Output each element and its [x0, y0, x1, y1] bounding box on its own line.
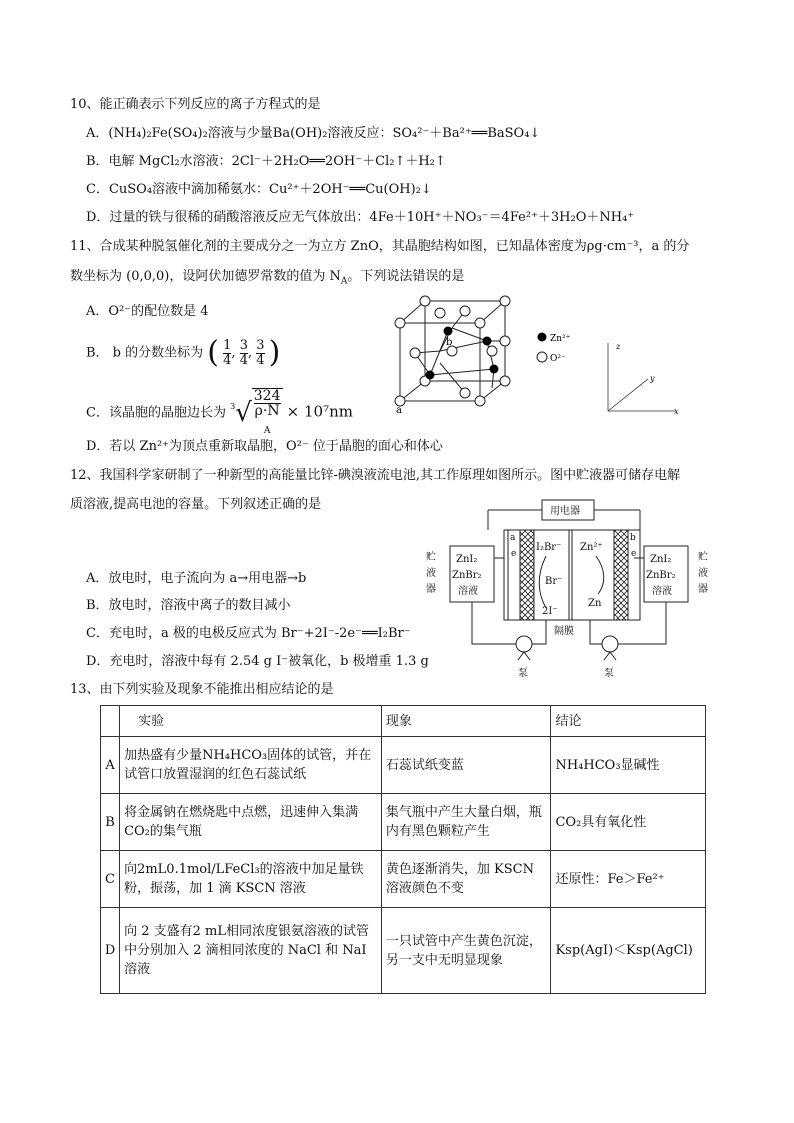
- label-a: a: [396, 405, 402, 415]
- frac-num: 1: [223, 337, 232, 353]
- row-experiment: 向 2 支盛有2 mL相同浓度银氨溶液的试管中分别加入 2 滴相同浓度的 NaCl 和 NaI 溶液: [120, 908, 382, 994]
- axis-x-label: x: [674, 407, 679, 415]
- q10-option-a: A．(NH₄)₂Fe(SO₄)₂溶液与少量Ba(OH)₂溶液反应：SO₄²⁻＋Ba²⁺══BaSO₄↓: [86, 126, 541, 141]
- left-paren: (: [207, 335, 219, 370]
- q11-option-a: A．O²⁻的配位数是 4: [86, 304, 209, 319]
- row-label: C: [101, 851, 120, 908]
- row-conclusion: CO₂具有氧化性: [551, 794, 706, 851]
- q11-option-c-suffix: × 10⁷nm: [286, 402, 353, 421]
- electron-label-right: e: [631, 549, 637, 559]
- root-index: 3: [230, 402, 236, 412]
- q12-option-b: B．放电时，溶液中离子的数目减小: [86, 598, 291, 613]
- membrane-label: 隔膜: [554, 626, 574, 637]
- fraction: [256, 339, 264, 368]
- q11-stem-line2: [70, 268, 464, 291]
- battery-figure: [420, 498, 716, 682]
- row-experiment: 向2mL0.1mol/LFeCl₃的溶液中加足量铁粉，振荡，加 1 滴 KSCN 溶液: [120, 851, 382, 908]
- q11-option-c: [86, 388, 353, 438]
- table-header-row: [101, 706, 706, 737]
- header-phenomenon: 现象: [381, 706, 551, 737]
- left-tank-label: 贮: [426, 552, 436, 563]
- table-row: [101, 737, 706, 794]
- row-label: B: [101, 794, 120, 851]
- q12-stem-line2: 质溶液,提高电池的容量。下列叙述正确的是: [70, 497, 322, 512]
- legend-o: O²⁻: [550, 354, 566, 364]
- q12-option-a: A．放电时，电子流向为 a→用电器→b: [86, 571, 307, 586]
- right-paren: ): [268, 335, 281, 370]
- right-sol-2: ZnBr₂: [646, 570, 676, 581]
- q12-option-c: C．充电时，a 极的电极反应式为 Br⁻+2I⁻-2e⁻══I₂Br⁻: [86, 626, 411, 641]
- header-experiment: 实验: [120, 706, 382, 737]
- axis-z-label: z: [616, 342, 621, 351]
- left-sol-3: 溶液: [458, 586, 478, 597]
- radicand-num: 324: [253, 388, 281, 404]
- q11-option-c-prefix: C．该晶胞的晶胞边长为: [86, 405, 226, 421]
- row-conclusion: NH₄HCO₃显碱性: [551, 737, 706, 794]
- radical-sign: √: [235, 397, 252, 428]
- q13-table: [100, 705, 706, 994]
- pump-left-label: 泵: [518, 668, 528, 679]
- fraction: [240, 339, 248, 368]
- q10-option-b: B．电解 MgCl₂水溶液：2Cl⁻＋2H₂O══2OH⁻＋Cl₂↑＋H₂↑: [86, 154, 446, 169]
- row-label: D: [101, 908, 120, 994]
- right-tank-label: 贮: [698, 552, 708, 563]
- frac-den: 4: [239, 352, 248, 368]
- table-row: [101, 908, 706, 994]
- species-br: Br⁻: [545, 576, 563, 587]
- row-conclusion: 还原性：Fe＞Fe²⁺: [551, 851, 706, 908]
- row-experiment: 将金属钠在燃烧匙中点燃，迅速伸入集满CO₂的集气瓶: [120, 794, 382, 851]
- q12-option-d: D．充电时，溶液中每有 2.54 g I⁻被氧化，b 极增重 1.3 g: [86, 654, 429, 669]
- species-2i: 2I⁻: [542, 606, 558, 617]
- row-experiment: 加热盛有少量NH₄HCO₃固体的试管，并在试管口放置湿润的红色石蕊试纸: [120, 737, 382, 794]
- frac-num: 3: [256, 337, 265, 353]
- q11-option-b: B． b 的分数坐标为 ( $\frac{1}{4}$ , $\frac{3}{4}$ , $\frac{3}{4}$ ): [86, 335, 281, 370]
- legend-zn: Zn²⁺: [550, 334, 571, 344]
- row-phenomenon: 石蕊试纸变蓝: [381, 737, 551, 794]
- label-b: b: [446, 337, 453, 348]
- left-tank-label: 液: [426, 568, 436, 579]
- right-sol-3: 溶液: [652, 586, 672, 597]
- row-phenomenon: 黄色逐渐消失，加 KSCN 溶液颜色不变: [381, 851, 551, 908]
- header-conclusion: 结论: [551, 706, 706, 737]
- frac-num: 3: [239, 337, 248, 353]
- row-phenomenon: 一只试管中产生黄色沉淀，另一支中无明显现象: [381, 908, 551, 994]
- radicand-den: [254, 404, 281, 438]
- left-tank-label: 器: [426, 584, 436, 595]
- header-blank: [101, 706, 120, 737]
- right-sol-1: ZnI₂: [650, 554, 672, 565]
- left-sol-1: ZnI₂: [456, 554, 478, 565]
- left-sol-2: ZnBr₂: [452, 570, 482, 581]
- q11-stem2-end: 。下列说法错误的是: [347, 269, 465, 284]
- axis-y-label: y: [650, 374, 655, 383]
- q12-stem-line1: 12、我国科学家研制了一种新型的高能量比锌-碘溴液流电池,其工作原理如图所示。图中贮液器可储存电解: [70, 468, 681, 483]
- table-row: [101, 794, 706, 851]
- q11-stem2-sub: A: [340, 276, 348, 287]
- electrode-a-label: a: [510, 533, 516, 543]
- q10-option-d: D．过量的铁与很稀的硝酸溶液反应无气体放出：4Fe＋10H⁺＋NO₃⁻＝4Fe²⁺＋3H₂O＋NH₄⁺: [86, 210, 635, 225]
- q10-stem: 10、能正确表示下列反应的离子方程式的是: [70, 97, 321, 112]
- pump-right-label: 泵: [604, 668, 614, 679]
- right-tank-label: 液: [698, 568, 708, 579]
- q11-option-b-prefix: B． b 的分数坐标为: [86, 345, 204, 361]
- row-conclusion: Ksp(AgI)＜Ksp(AgCl): [551, 908, 706, 994]
- row-label: A: [101, 737, 120, 794]
- q11-stem2-text: 数坐标为 (0,0,0)，设阿伏加德罗常数的值为 N: [70, 269, 341, 284]
- frac-den: 4: [256, 352, 265, 368]
- radicand-fraction: [252, 388, 283, 438]
- q13-stem: 13、由下列实验及现象不能推出相应结论的是: [70, 682, 334, 697]
- device-label: 用电器: [550, 506, 580, 517]
- fraction: [223, 339, 231, 368]
- electrode-b-label: b: [630, 533, 636, 543]
- right-tank-label: 器: [698, 584, 708, 595]
- species-zn2: Zn²⁺: [580, 542, 603, 553]
- electron-label-left: e: [511, 549, 517, 559]
- q11-option-d: D．若以 Zn²⁺为顶点重新取晶胞，O²⁻ 位于晶胞的面心和体心: [86, 439, 443, 454]
- species-zn: Zn: [588, 598, 602, 609]
- frac-den: 4: [223, 352, 232, 368]
- row-phenomenon: 集气瓶中产生大量白烟，瓶内有黑色颗粒产生: [381, 794, 551, 851]
- radicand-den-main: ρ·N: [254, 403, 280, 419]
- radicand-den-sub: A: [263, 425, 271, 436]
- table-row: [101, 851, 706, 908]
- species-i2br: I₂Br⁻: [536, 542, 562, 553]
- q10-option-c: C．CuSO₄溶液中滴加稀氨水：Cu²⁺＋2OH⁻══Cu(OH)₂↓: [86, 182, 432, 197]
- crystal-cell-figure: [390, 293, 680, 415]
- q11-stem-line1: 11、合成某种脱氢催化剂的主要成分之一为立方 ZnO，其晶胞结构如图，已知晶体密度为ρg·cm⁻³，a 的分: [70, 239, 690, 254]
